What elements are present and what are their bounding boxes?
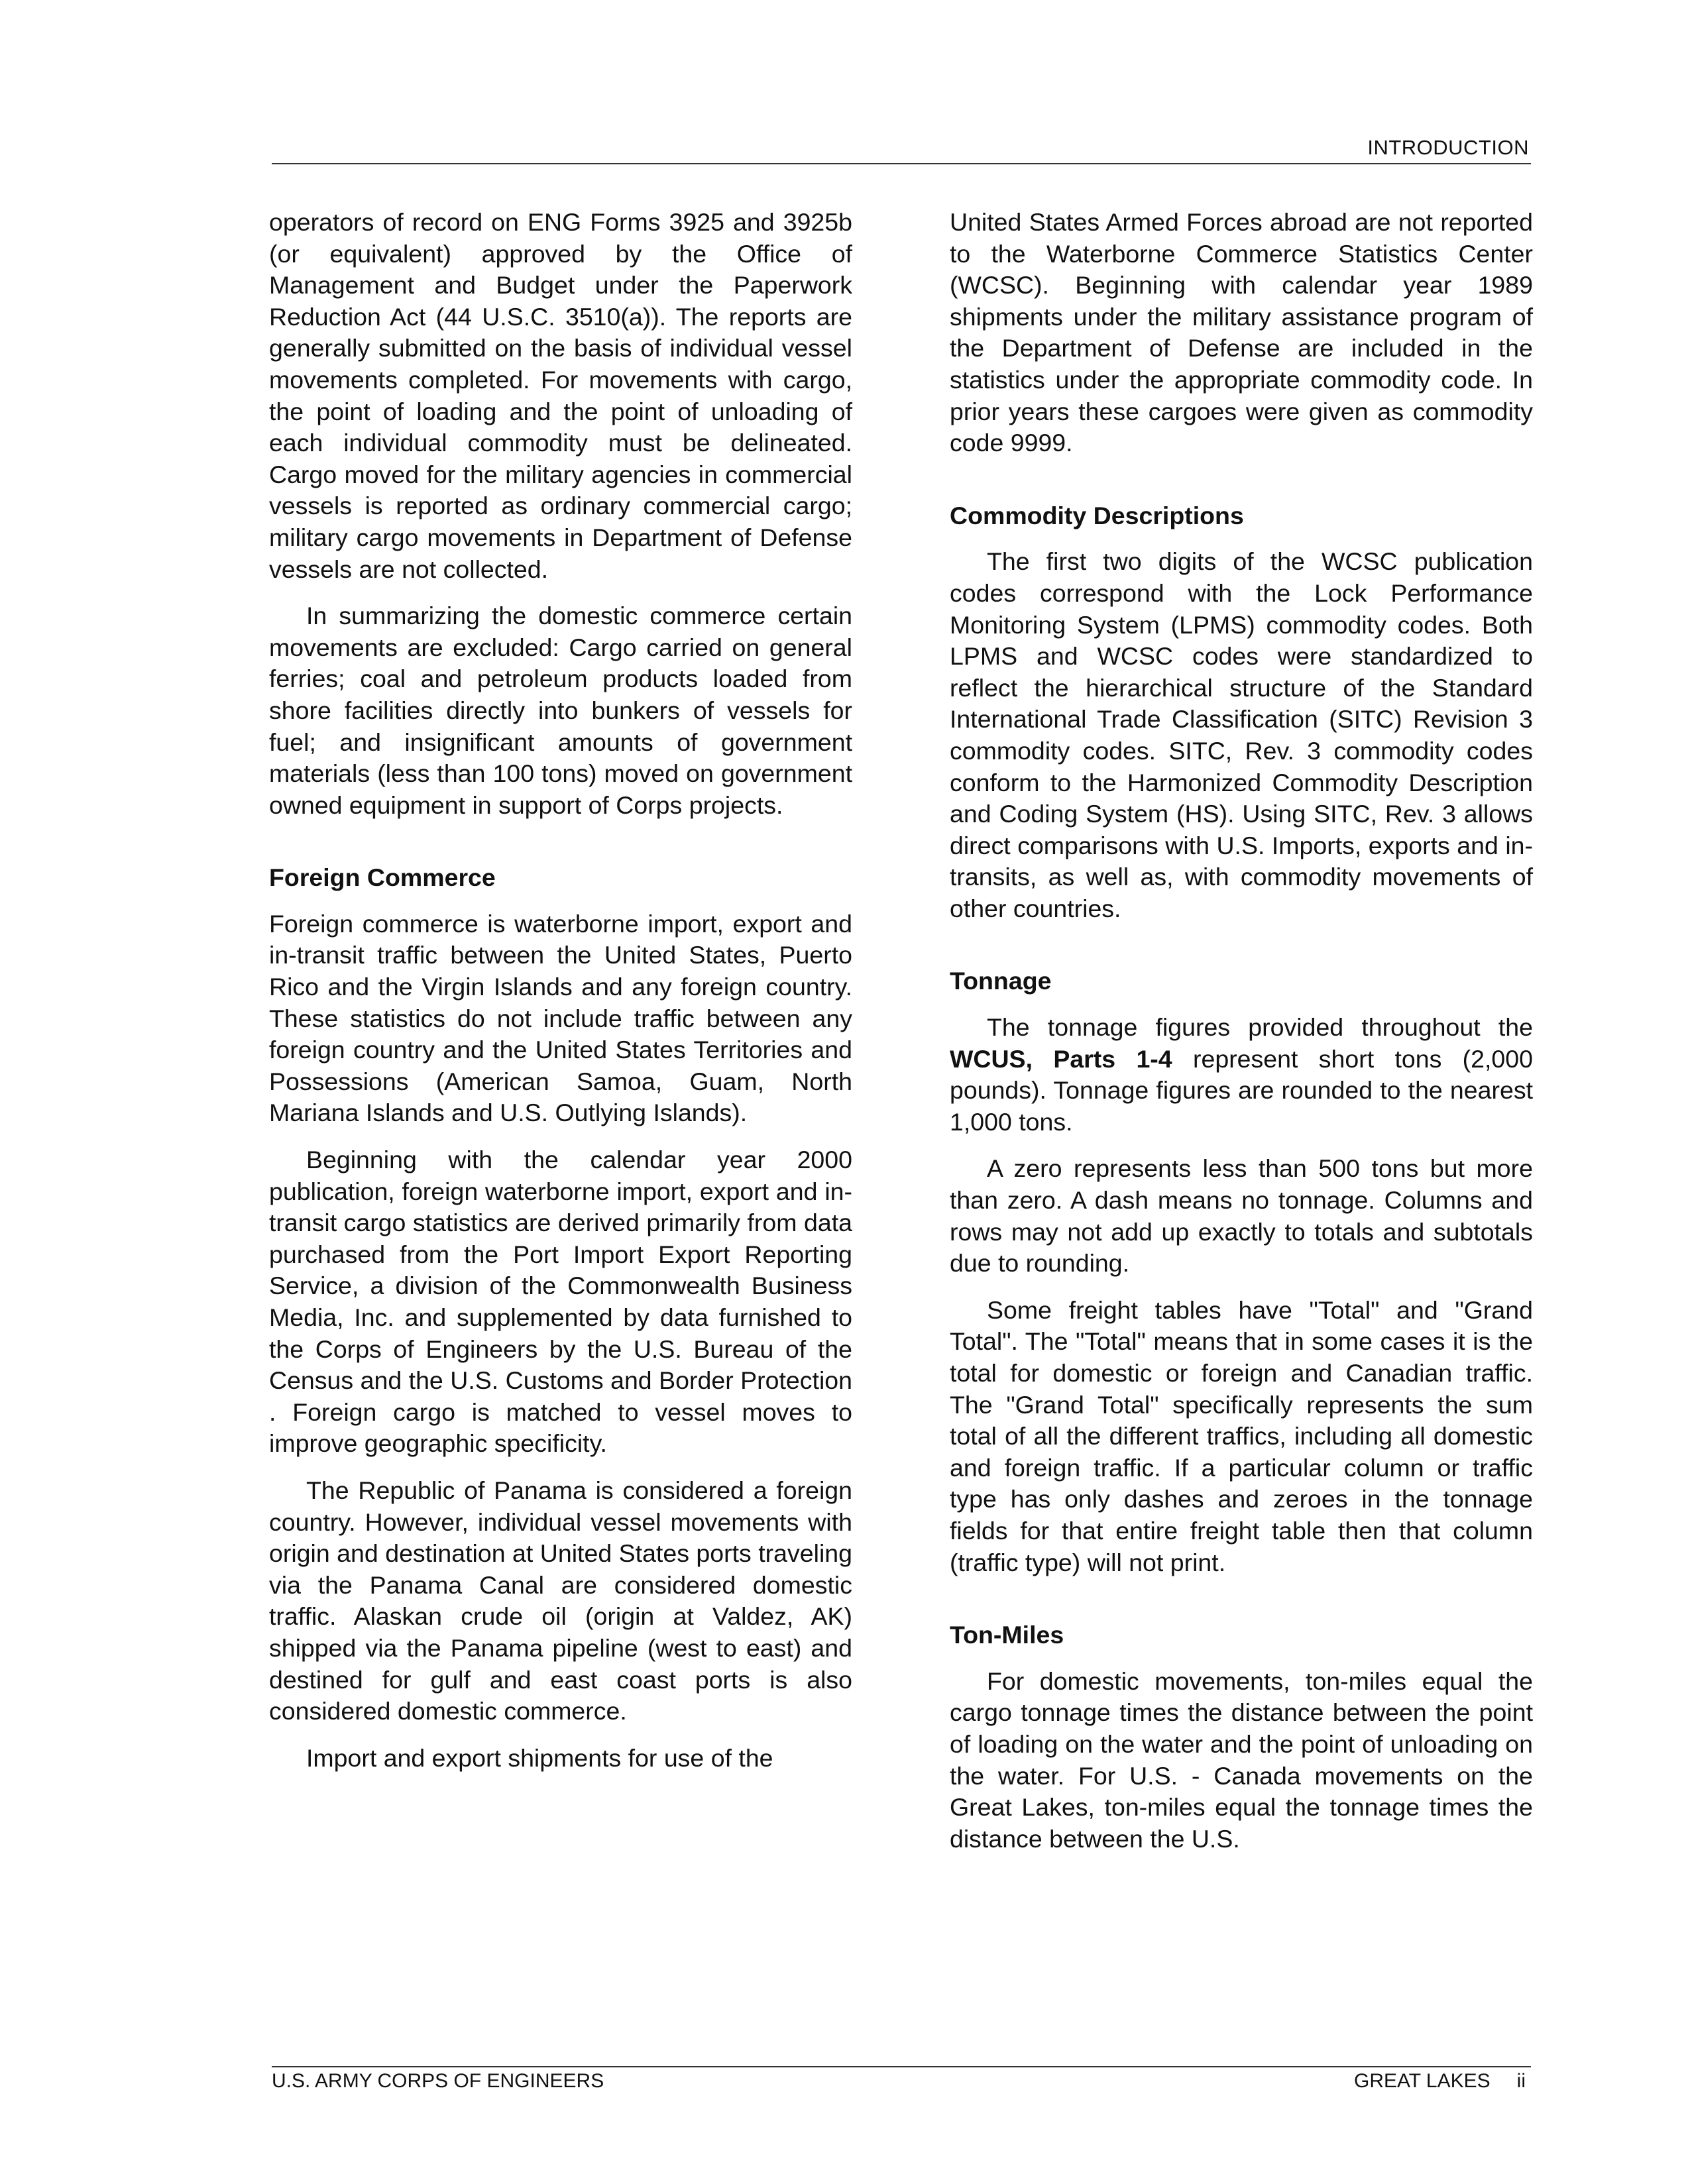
paragraph-armed-forces-continued: United States Armed Forces abroad are not reported to the Waterborne Commerce Statistics Center (WCSC). Beginning with calendar year 1989 shipments under the military assistance program of the Department of Defense are included in the statistics under the appropriate commodity code. In prior years these cargoes were given as commodity code 9999. xyxy=(950,208,1533,457)
paragraph-foreign-commerce-definition: Foreign commerce is waterborne import, export and in-transit traffic between the United States, Puerto Rico and the Virgin Islands and any foreign country. These statistics do not include traffic between any foreign country and the United States Territories and Possessions (American Samoa, Guam, North Mariana Islands and U.S. Outlying Islands). xyxy=(269,909,852,1127)
heading-foreign-commerce: Foreign Commerce xyxy=(269,863,496,892)
tonnage-text-start: The tonnage figures provided throughout the xyxy=(987,1013,1533,1042)
heading-commodity-descriptions: Commodity Descriptions xyxy=(950,501,1244,529)
footer-organization: U.S. ARMY CORPS OF ENGINEERS xyxy=(272,2070,604,2092)
tonnage-text-end: represent short tons (2,000 pounds). Tonnage figures are rounded to the nearest 1,000 tons. xyxy=(950,1044,1533,1136)
paragraph-import-export-armed-forces: Import and export shipments for use of the xyxy=(306,1743,773,1772)
paragraph-panama: The Republic of Panama is considered a foreign country. However, individual vessel movements with origin and destination at United States ports traveling via the Panama Canal are considered domestic traffic. Alaskan crude oil (origin at Valdez, AK) shipped via the Panama pipeline (west to east) and destined for gulf and east coast ports is also considered domestic commerce. xyxy=(269,1476,852,1725)
footer-region: GREAT LAKES xyxy=(1354,2070,1491,2092)
wcus-parts-bold: WCUS, Parts 1-4 xyxy=(950,1044,1172,1073)
paragraph-total-grand-total: Some freight tables have "Total" and "Grand Total". The "Total" means that in some cases it is the total for domestic or foreign and Canadian traffic. The "Grand Total" specifically represents the sum total of all the different traffics, including all domestic and foreign traffic. If a particular column or traffic type has only dashes and zeroes in the tonnage fields for that entire freight table then that column (traffic type) will not print. xyxy=(950,1295,1533,1576)
footer-page-number: ii xyxy=(1516,2070,1526,2092)
running-header-title: INTRODUCTION xyxy=(1367,136,1529,159)
paragraph-zero-dash: A zero represents less than 500 tons but more than zero. A dash means no tonnage. Columns and rows may not add up exactly to totals and subtotals due to rounding. xyxy=(950,1154,1533,1278)
paragraph-ton-miles: For domestic movements, ton-miles equal the cargo tonnage times the distance between the point of loading on the water and the point of unloading on the water. For U.S. - Canada movements on the Great Lakes, ton-miles equal the tonnage times the distance between the U.S. xyxy=(950,1666,1533,1853)
paragraph-data-sources: Beginning with the calendar year 2000 publication, foreign waterborne import, export and in-transit cargo statistics are derived primarily from data purchased from the Port Import Export Reporting Service, a division of the Commonwealth Business Media, Inc. and supplemented by data furnished to the Corps of Engineers by the U.S. Bureau of the Census and the U.S. Customs and Border Protection . Foreign cargo is matched to vessel moves to improve geographic specificity. xyxy=(269,1146,852,1458)
paragraph-tonnage-figures xyxy=(950,1012,1533,1138)
footer-rule xyxy=(272,2066,1531,2067)
footer-right xyxy=(1354,2070,1526,2093)
paragraph-domestic-exclusions: In summarizing the domestic commerce certain movements are excluded: Cargo carried on general ferries; coal and petroleum products loaded from shore facilities directly into bunkers of vessels for fuel; and insignificant amounts of government materials (less than 100 tons) moved on government owned equipment in support of Corps projects. xyxy=(269,602,852,819)
header-rule xyxy=(272,163,1531,164)
paragraph-operators-of-record: operators of record on ENG Forms 3925 and 3925b (or equivalent) approved by the Office of Management and Budget under the Paperwork Reduction Act (44 U.S.C. 3510(a)). The reports are generally submitted on the basis of individual vessel movements completed. For movements with cargo, the point of loading and the point of unloading of each individual commodity must be delineated. Cargo moved for the military agencies in commercial vessels is reported as ordinary commercial cargo; military cargo movements in Department of Defense vessels are not collected. xyxy=(269,208,852,583)
heading-tonnage: Tonnage xyxy=(950,967,1052,995)
right-column xyxy=(950,207,1533,1870)
left-column xyxy=(269,207,852,1789)
paragraph-commodity-codes: The first two digits of the WCSC publication codes correspond with the Lock Performance Monitoring System (LPMS) commodity codes. Both LPMS and WCSC codes were standardized to reflect the hierarchical structure of the Standard International Trade Classification (SITC) Revision 3 commodity codes. SITC, Rev. 3 commodity codes conform to the Harmonized Commodity Description and Coding System (HS). Using SITC, Rev. 3 allows direct comparisons with U.S. Imports, exports and in-transits, as well as, with commodity movements of other countries. xyxy=(950,547,1533,922)
heading-ton-miles: Ton-Miles xyxy=(950,1621,1064,1649)
